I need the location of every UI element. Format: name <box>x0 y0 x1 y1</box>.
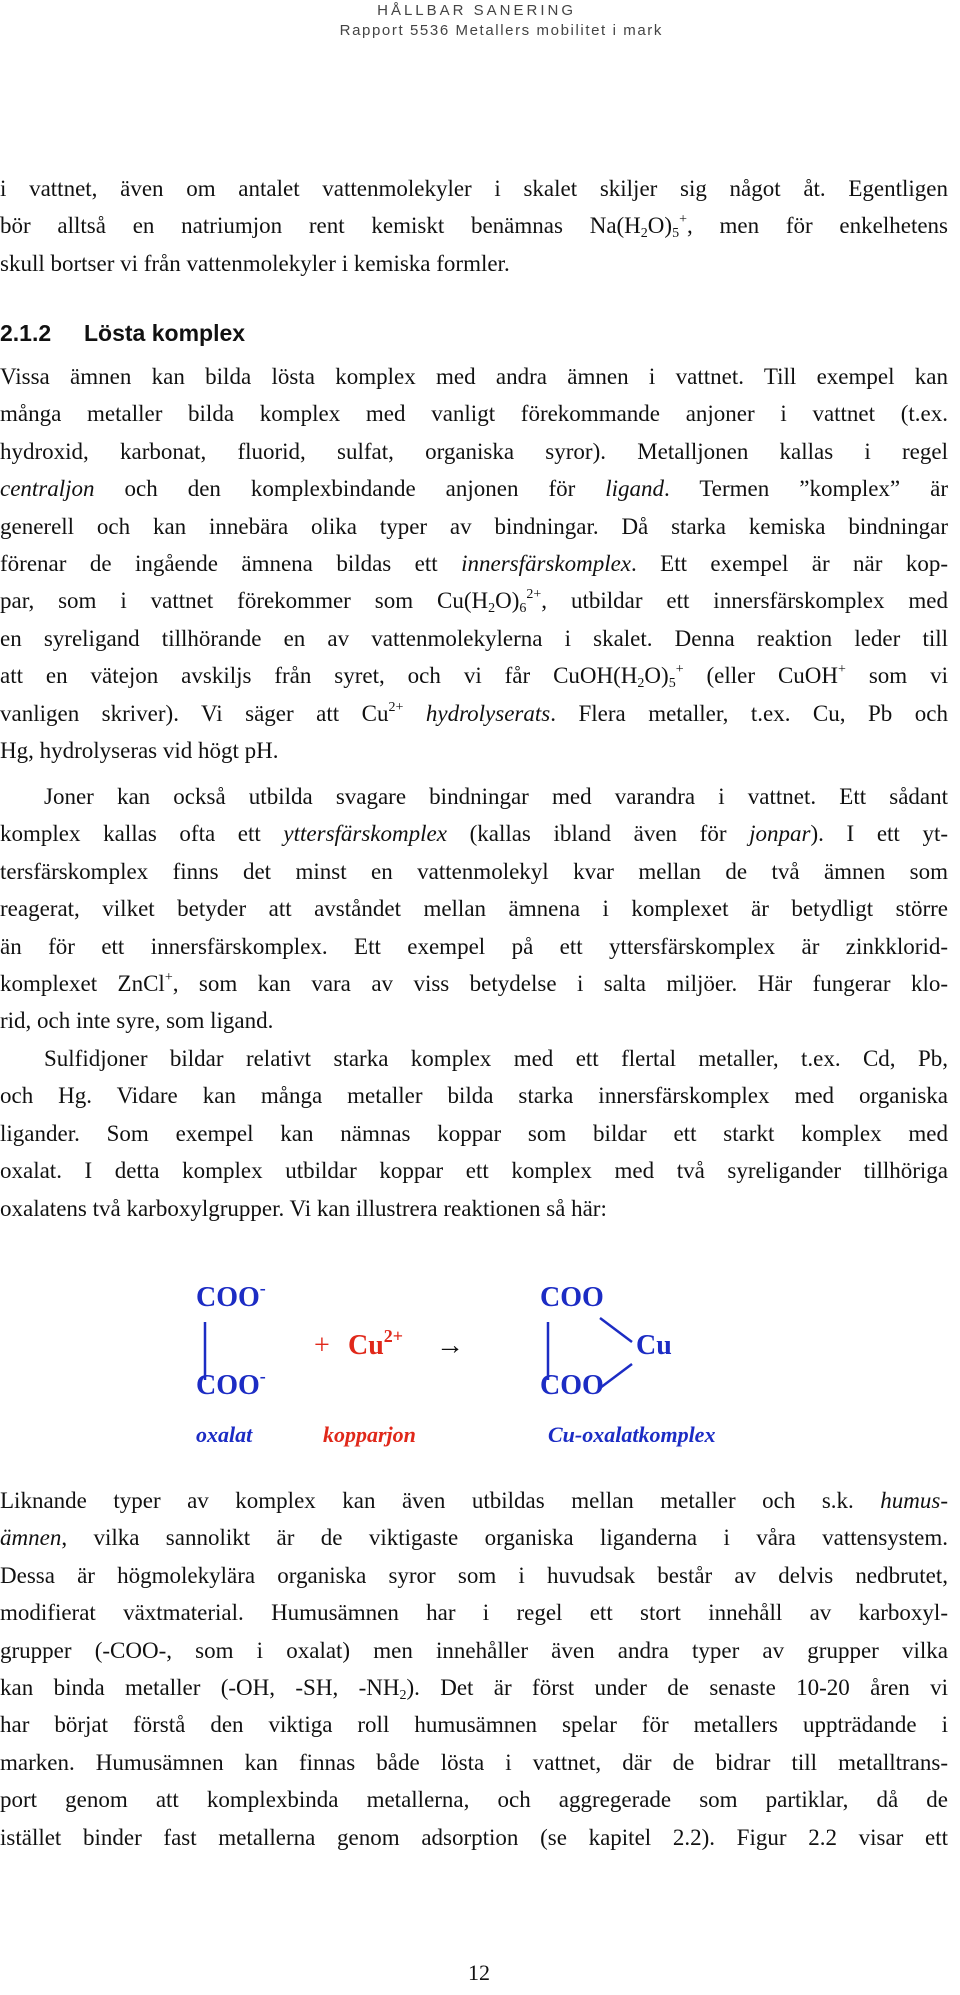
text-line: ligander. Som exempel kan nämnas koppar som bildar ett starkt komplex med <box>0 1120 948 1146</box>
text-line: marken. Humusämnen kan finnas både lösta i vattnet, där de bidrar till metalltrans- <box>0 1749 948 1775</box>
product-cu: Cu <box>636 1330 672 1361</box>
text-line: Vissa ämnen kan bilda lösta komplex med andra ämnen i vattnet. Till exempel kan <box>0 364 948 389</box>
copper-ion: $Cu^{2+}$ <box>348 1326 404 1361</box>
text-line: oxalat. I detta komplex utbildar koppar ett komplex med två syreligander tillhöriga <box>0 1158 948 1184</box>
text-line: än för ett innersfärskomplex. Ett exempel på ett yttersfärskomplex är zinkklorid- <box>0 933 948 959</box>
text-line: komplex kallas ofta ett yttersfärskomplex (kallas ibland även för jonpar). I ett yt- <box>0 821 948 847</box>
paragraph-1 <box>0 170 948 282</box>
text-line: bör alltså en natriumjon rent kemiskt benämnas $Na(H_2O)_5^+$, men för enkelhetens <box>0 212 948 242</box>
text-line: generell och kan innebära olika typer av bindningar. Då starka kemiska bindningar <box>0 513 948 539</box>
header-subtitle: Rapport 5536 Metallers mobilitet i mark <box>339 22 663 39</box>
text-line: hydroxid, karbonat, fluorid, sulfat, organiska syror). Metalljonen kallas i regel <box>0 438 948 464</box>
section-title: Lösta komplex <box>84 320 246 346</box>
reactant-coo-top: COO- <box>196 1278 266 1313</box>
product-coo-bottom: COO <box>540 1370 604 1401</box>
text-line: port genom att komplexbinda metallerna, och aggregerade som partiklar, då de <box>0 1787 948 1813</box>
text-line: oxalatens två karboxylgrupper. Vi kan illustrera reaktionen så här: <box>0 1195 607 1221</box>
header-title: HÅLLBAR SANERING <box>377 2 576 19</box>
page-number: 12 <box>468 1960 490 1985</box>
text-line: Hg, hydrolyseras vid högt pH. <box>0 738 279 764</box>
label-oxalat: oxalat <box>196 1422 253 1447</box>
text-line: i vattnet, även om antalet vattenmolekyler i skalet skiljer sig något åt. Egentligen <box>0 176 948 201</box>
text-line: komplexet ZnCl+, som kan vara av viss betydelse i salta miljöer. Här fungerar klo- <box>0 970 948 997</box>
section-heading <box>0 320 245 347</box>
text-line: att en vätejon avskiljs från syret, och vi får $CuOH(H_2O)_5^+$ (eller CuOH+ som vi <box>0 662 948 692</box>
plus-sign: + <box>314 1330 330 1361</box>
text-line: par, som i vattnet förekommer som $Cu(H_2O)_6^{2+}$, utbildar ett innersfärskomplex med <box>0 587 948 617</box>
text-line: istället binder fast metallerna genom adsorption (se kapitel 2.2). Figur 2.2 visar ett <box>0 1824 948 1850</box>
section-number: 2.1.2 <box>0 320 52 346</box>
text-line: och Hg. Vidare kan många metaller bilda starka innersfärskomplex med organiska <box>0 1083 948 1109</box>
text-line: tersfärskomplex finns det minst en vattenmolekyl kvar mellan de två ämnen som <box>0 858 948 884</box>
text-line: Joner kan också utbilda svagare bindningar med varandra i vattnet. Ett sådant <box>44 784 948 809</box>
text-line: rid, och inte syre, som ligand. <box>0 1008 274 1034</box>
text-line: ämnen, vilka sannolikt är de viktigaste organiska liganderna i våra vattensystem. <box>0 1525 948 1551</box>
paragraph-2 <box>0 358 948 769</box>
reaction-arrow-icon: → <box>436 1330 464 1361</box>
label-kopparjon: kopparjon <box>323 1422 416 1447</box>
text-line: Dessa är högmolekylära organiska syror som i huvudsak består av delvis nedbrutet, <box>0 1562 948 1588</box>
paragraph-3 <box>0 778 948 1040</box>
oxalate-reaction-figure <box>0 1270 960 1470</box>
reaction-bonds <box>0 1270 960 1470</box>
text-line: vanligen skriver). Vi säger att $Cu^{2+}$ hydrolyserats. Flera metaller, t.ex. Cu, Pb och <box>0 699 948 726</box>
paragraph-5 <box>0 1482 948 1856</box>
text-line: många metaller bilda komplex med vanligt förekommande anjoner i vattnet (t.ex. <box>0 401 948 427</box>
text-line: Liknande typer av komplex kan även utbildas mellan metaller och s.k. humus- <box>0 1488 948 1513</box>
text-line: modifierat växtmaterial. Humusämnen har i regel ett stort innehåll av karboxyl- <box>0 1600 948 1626</box>
text-line: grupper (-COO-, som i oxalat) men innehåller även andra typer av grupper vilka <box>0 1637 948 1663</box>
paragraph-4 <box>0 1040 948 1227</box>
text-line: skull bortser vi från vattenmolekyler i kemiska formler. <box>0 250 510 276</box>
reactant-coo-bottom: COO- <box>196 1366 266 1401</box>
product-coo-top: COO <box>540 1282 604 1313</box>
text-line: förenar de ingående ämnena bildas ett innersfärskomplex. Ett exempel är när kop- <box>0 551 948 577</box>
text-line: centraljon och den komplexbindande anjonen för ligand. Termen ”komplex” är <box>0 476 948 502</box>
text-line: Sulfidjoner bildar relativt starka komplex med ett flertal metaller, t.ex. Cd, Pb, <box>44 1046 948 1071</box>
text-line: kan binda metaller (-OH, -SH, $-NH_2$). Det är först under de senaste 10-20 åren vi <box>0 1675 948 1704</box>
text-line: reagerat, vilket betyder att avståndet mellan ämnena i komplexet är betydligt större <box>0 896 948 922</box>
label-cu-oxalatkomplex: Cu-oxalatkomplex <box>548 1422 716 1447</box>
text-line: har börjat förstå den viktiga roll humusämnen spelar för metallers uppträdande i <box>0 1712 948 1738</box>
text-line: en syreligand tillhörande en av vattenmolekylerna i skalet. Denna reaktion leder till <box>0 625 948 651</box>
